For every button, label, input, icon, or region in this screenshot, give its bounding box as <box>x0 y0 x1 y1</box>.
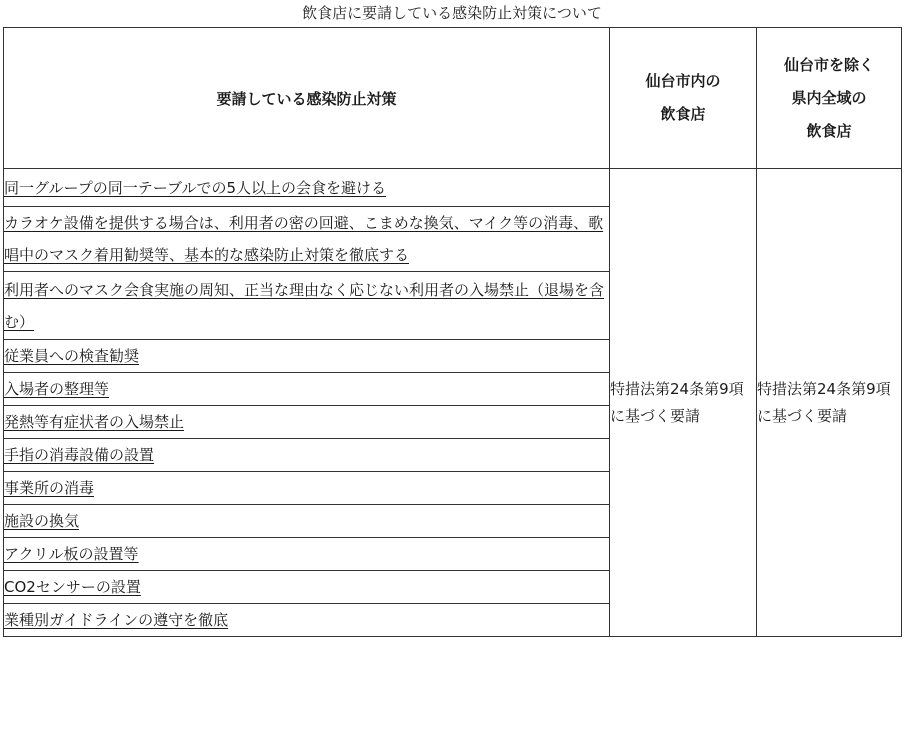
measure-cell <box>4 207 610 272</box>
header-sendai-line2: 飲食店 <box>660 105 706 123</box>
header-prefecture <box>757 28 902 169</box>
measure-link[interactable]: CO2センサーの設置 <box>4 578 141 596</box>
prefecture-basis-cell: 特措法第24条第9項に基づく要請 <box>757 169 902 637</box>
measure-cell <box>4 505 610 538</box>
header-sendai <box>610 28 757 169</box>
measure-link[interactable]: 利用者へのマスク会食実施の周知、正当な理由なく応じない利用者の入場禁止（退場を含む） <box>4 280 605 331</box>
measure-cell <box>4 169 610 207</box>
measure-link[interactable]: 従業員への検査勧奨 <box>4 347 140 365</box>
header-measures: 要請している感染防止対策 <box>4 28 610 169</box>
measure-cell <box>4 472 610 505</box>
measure-link[interactable]: 施設の換気 <box>4 512 80 530</box>
measure-cell <box>4 439 610 472</box>
measure-link[interactable]: 業種別ガイドラインの遵守を徹底 <box>4 611 229 629</box>
header-sendai-line1: 仙台市内の <box>645 72 721 90</box>
infection-measures-table <box>3 27 902 637</box>
measure-link[interactable]: 同一グループの同一テーブルでの5人以上の会食を避ける <box>4 178 386 197</box>
measure-cell <box>4 604 610 637</box>
measure-link[interactable]: 入場者の整理等 <box>4 380 110 398</box>
header-row <box>4 28 902 169</box>
measure-link[interactable]: カラオケ設備を提供する場合は、利用者の密の回避、こまめな換気、マイク等の消毒、歌唱中のマスク着用勧奨等、基本的な感染防止対策を徹底する <box>4 214 604 264</box>
measure-link[interactable]: アクリル板の設置等 <box>4 545 139 563</box>
measure-link[interactable]: 発熱等有症状者の入場禁止 <box>4 413 185 431</box>
header-pref-line3: 飲食店 <box>806 121 852 140</box>
measure-cell <box>4 571 610 604</box>
measure-cell <box>4 373 610 406</box>
table-caption: 飲食店に要請している感染防止対策について <box>302 4 602 22</box>
header-pref-line2: 県内全域の <box>791 88 867 107</box>
table-row <box>4 169 902 207</box>
measure-cell <box>4 340 610 373</box>
measure-cell <box>4 272 610 340</box>
measure-cell <box>4 406 610 439</box>
measure-link[interactable]: 事業所の消毒 <box>4 479 95 497</box>
measure-cell <box>4 538 610 571</box>
sendai-basis-cell: 特措法第24条第9項に基づく要請 <box>610 169 757 637</box>
measure-link[interactable]: 手指の消毒設備の設置 <box>4 446 155 464</box>
header-pref-line1: 仙台市を除く <box>783 55 874 74</box>
